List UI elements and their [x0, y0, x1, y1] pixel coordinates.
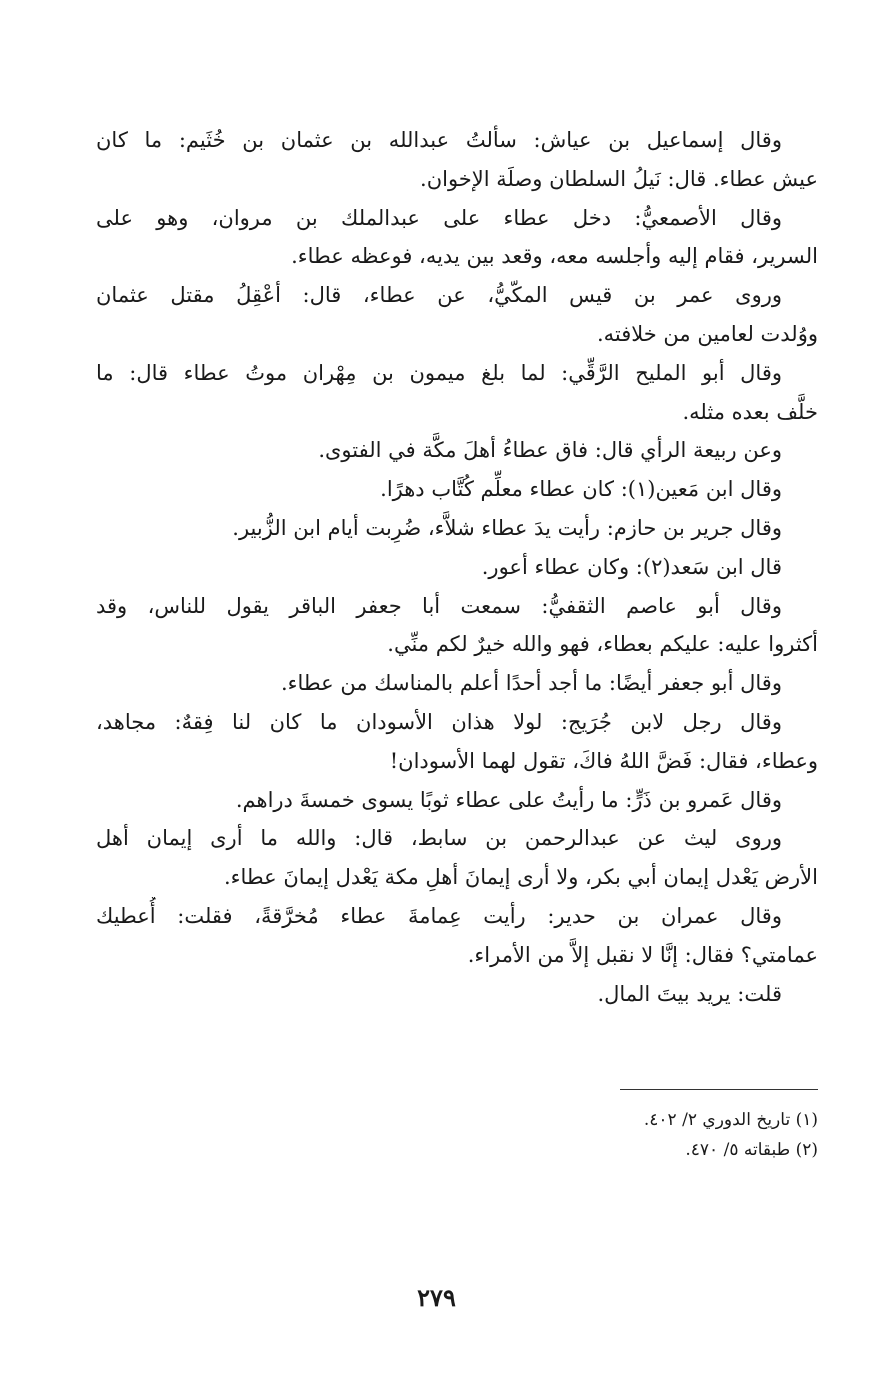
text-line: وعن ربيعة الرأي قال: فاق عطاءُ أهلَ مكَّة في الفتوى. [318, 438, 782, 463]
main-text [96, 121, 818, 1013]
text-line: قال ابن سَعد(٢): وكان عطاء أعور. [481, 554, 782, 579]
text-line: أكثروا عليه: عليكم بعطاء، فهو والله خيرٌ لكم منِّي. [387, 632, 818, 657]
text-line: وقال أبو جعفر أيضًا: ما أجد أحدًا أعلم بالمناسك من عطاء. [280, 671, 782, 696]
text-line: عمامتي؟ فقال: إنَّا لا نقبل إلاَّ من الأمراء. [467, 942, 818, 967]
text-line: ووُلدت لعامين من خلافته. [596, 321, 818, 346]
text-line: وقال ابن مَعين(١): كان عطاء معلِّم كُتَّاب دهرًا. [380, 477, 782, 502]
text-line: وقال الأصمعيُّ: دخل عطاء على عبدالملك بن مروان، وهو على [96, 205, 782, 230]
text-line: وقال عَمرو بن ذَرٍّ: ما رأيتُ على عطاء ثوبًا يسوى خمسةَ دراهم. [235, 787, 782, 812]
text-line: عيش عطاء. قال: نَيلُ السلطان وصلَة الإخوان. [420, 166, 818, 191]
footnote-separator [620, 1089, 818, 1090]
text-line: السرير، فقام إليه وأجلسه معه، وقعد بين يديه، فوعظه عطاء. [291, 244, 818, 269]
footnote-item: (١) تاريخ الدوري ٢/ ٤٠٢. [643, 1110, 818, 1130]
text-line: وقال جرير بن حازم: رأيت يدَ عطاء شلاَّء، ضُرِبت أيام ابن الزُّبير. [232, 515, 782, 540]
text-line: وروى عمر بن قيس المكّيُّ، عن عطاء، قال: أعْقِلُ مقتل عثمان [96, 283, 782, 308]
footnote-item: (٢) طبقاته ٥/ ٤٧٠. [685, 1140, 818, 1160]
footnotes [96, 1105, 818, 1165]
text-line: وقال أبو عاصم الثقفيُّ: سمعت أبا جعفر الباقر يقول للناس، وقد [96, 593, 782, 618]
text-line: وقال عمران بن حدير: رأيت عِمامةَ عطاء مُخرَّقةً، فقلت: أُعطيك [96, 903, 782, 928]
page-number: ٢٧٩ [417, 1283, 456, 1312]
text-line: وقال أبو المليح الرَّقِّي: لما بلغ ميمون بن مِهْران موتُ عطاء قال: ما [96, 360, 782, 385]
text-line: وقال رجل لابن جُرَيج: لولا هذان الأسودان ما كان لنا فِقهٌ: مجاهد، [96, 709, 782, 734]
text-line: الأرض يَعْدل إيمان أبي بكر، ولا أرى إيمانَ أهلِ مكة يَعْدل إيمانَ عطاء. [223, 865, 818, 890]
text-line: وعطاء، فقال: فَضَّ اللهُ فاكَ، تقول لهما الأسودان! [389, 748, 818, 773]
text-line: خلَّف بعده مثله. [682, 399, 818, 424]
text-line: وروى ليث عن عبدالرحمن بن سابط، قال: والله ما أرى إيمان أهل [96, 826, 782, 851]
text-line: قلت: يريد بيتَ المال. [597, 981, 782, 1006]
text-line: وقال إسماعيل بن عياش: سألتُ عبدالله بن عثمان بن خُثَيم: ما كان [96, 128, 782, 152]
